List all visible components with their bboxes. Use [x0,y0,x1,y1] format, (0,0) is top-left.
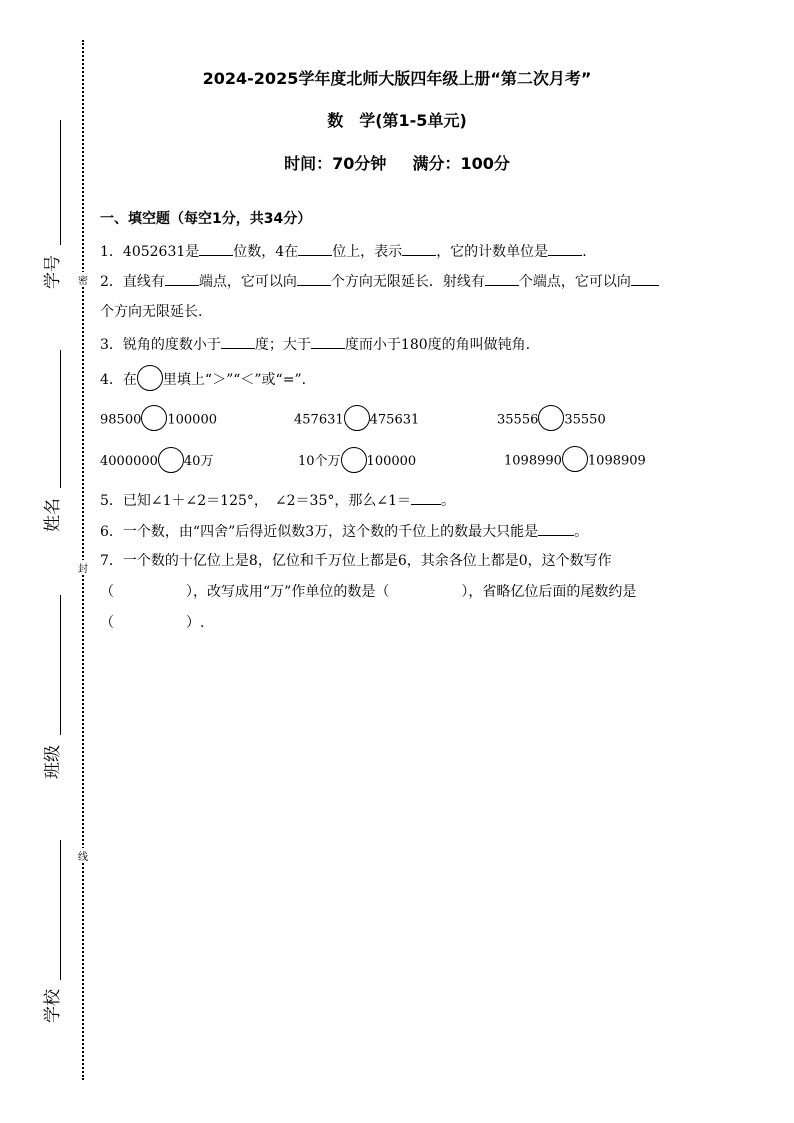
section-heading: 一、填空题（每空1分，共34分） [100,211,312,227]
answer-blank[interactable] [538,521,574,536]
compare-item: 4000000 40万 [100,450,213,473]
question-3: 3．锐角的度数小于 度；大于 度而小于180度的角叫做钝角. [100,334,530,355]
student-id-line [60,120,61,245]
answer-blank[interactable] [298,241,332,256]
question-2: 2．直线有 端点，它可以向 个方向无限延长．射线有 个端点，它可以向 [100,271,659,292]
compare-item: 98500 100000 [100,409,217,431]
answer-blank[interactable] [402,241,436,256]
compare-item: 10个万 100000 [298,450,416,473]
question-7-line-2: （ ），改写成用“万”作单位的数是（ ），省略亿位后面的尾数约是 [100,584,637,600]
student-name-line [60,350,61,488]
compare-item: 35556 35550 [497,409,606,431]
compare-circle[interactable] [562,446,588,472]
seal-char-mi: 密 [76,272,90,287]
question-6: 6．一个数，由“四舍”后得近似数3万，这个数的千位上的数最大只能是 。 [100,521,588,542]
compare-item: 457631 475631 [294,409,419,431]
question-4: 4．在 里填上“＞”“＜”或“=”. [100,369,306,391]
student-id-label: 学号 [43,255,63,289]
compare-circle[interactable] [341,447,367,473]
answer-blank[interactable] [297,271,331,286]
exam-time: 时间：70分钟 [284,154,387,173]
student-name-label: 姓名 [43,498,63,532]
question-2-cont: 个方向无限延长. [100,304,203,320]
question-1: 1．4052631是 位数，4在 位上，表示 ，它的计数单位是 . [100,241,587,262]
exam-time-score [0,151,794,174]
compare-item: 1098990 1098909 [504,450,646,472]
compare-circle[interactable] [158,447,184,473]
seal-char-feng: 封 [76,560,90,575]
school-line [60,840,61,980]
question-5: 5．已知∠1＋∠2＝125°， ∠2＝35°，那么∠1＝ 。 [100,490,455,511]
school-label: 学校 [43,989,63,1023]
compare-circle[interactable] [538,405,564,431]
answer-blank[interactable] [165,271,199,286]
compare-circle[interactable] [141,405,167,431]
answer-blank[interactable] [631,271,659,286]
question-7-line-3: （ ）. [100,615,205,631]
circle-blank [137,365,163,391]
exam-full-score: 满分：100分 [412,154,510,173]
answer-blank[interactable] [221,334,255,349]
answer-blank[interactable] [411,490,441,505]
class-label: 班级 [43,745,63,779]
answer-blank[interactable] [311,334,345,349]
question-7: 7．一个数的十亿位上是8，亿位和千万位上都是6，其余各位上都是0，这个数写作 [100,553,612,569]
seal-char-xian: 线 [76,848,90,863]
compare-circle[interactable] [344,405,370,431]
answer-blank[interactable] [199,241,233,256]
answer-blank[interactable] [548,241,582,256]
exam-title: 2024-2025学年度北师大版四年级上册“第二次月考” [202,69,592,88]
answer-blank[interactable] [485,271,519,286]
class-line [60,595,61,735]
exam-subject: 数 学(第1-5单元) [327,111,467,130]
